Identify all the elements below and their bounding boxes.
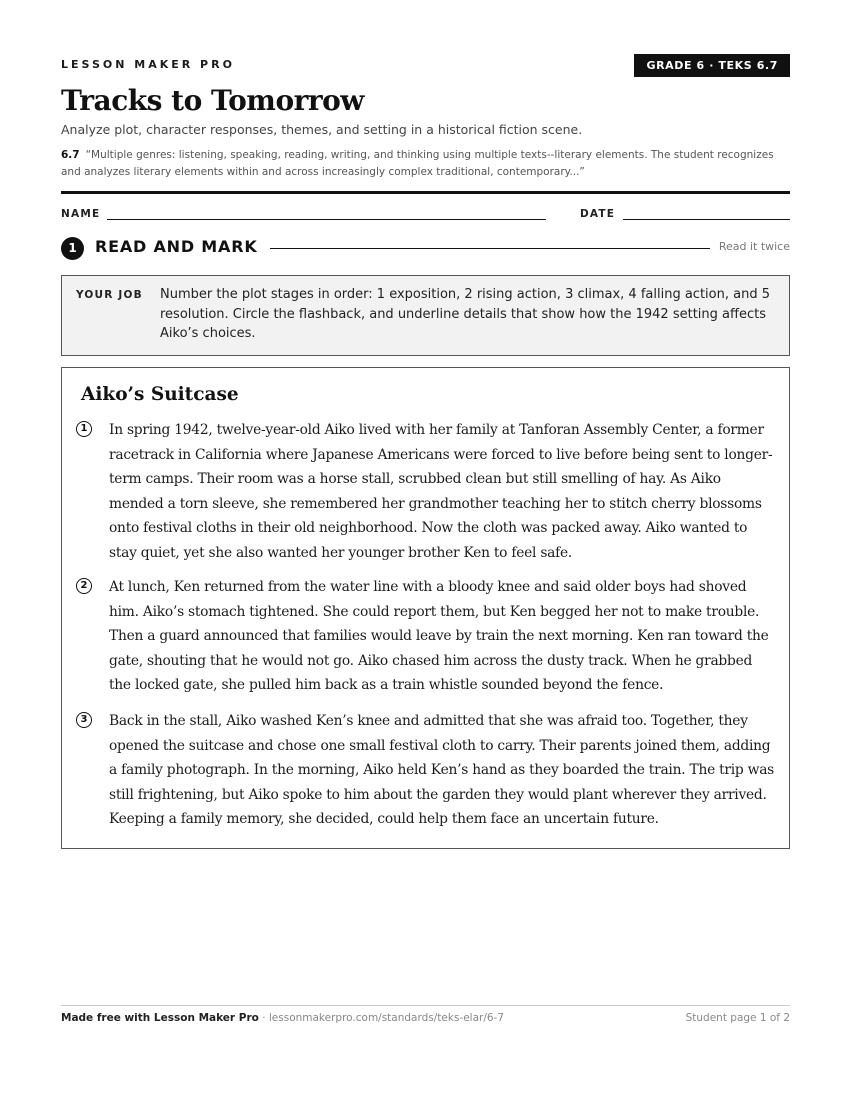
- paragraph-number: 2: [76, 578, 92, 594]
- name-date-row: [61, 208, 790, 222]
- section-header: [61, 236, 790, 260]
- footer-made-with: Made free with Lesson Maker Pro: [61, 1012, 259, 1024]
- paragraph-text[interactable]: At lunch, Ken returned from the water line with a bloody knee and said older boys had shoved him. Aiko’s stomach tightened. She could report them, but Ken begged her not to make trouble. Then a guard announced that families would leave by train the next morning. Ken ran toward the gate, shouting that he would not go. Aiko chased him across the dusty track. When he grabbed the locked gate, she pulled him back as a train whistle sounded beyond the fence.: [109, 579, 769, 693]
- story-box: [61, 367, 790, 849]
- header-divider: [61, 191, 790, 194]
- job-instructions-box: [61, 275, 790, 356]
- grade-badge: GRADE 6 · TEKS 6.7: [634, 54, 790, 77]
- page-title: Tracks to Tomorrow: [61, 84, 364, 117]
- paragraph-number: 1: [76, 421, 92, 437]
- section-divider: [270, 248, 710, 249]
- standard-text: “Multiple genres: listening, speaking, reading, writing, and thinking using multiple texts--literary elements. The student recognizes and analyzes literary elements within and across increasingly complex traditional, contemporary...”: [61, 149, 774, 178]
- paragraph-text[interactable]: Back in the stall, Aiko washed Ken’s knee and admitted that she was afraid too. Together, they opened the suitcase and chose one small festival cloth to carry. Their parents joined them, adding a family photograph. In the morning, Aiko held Ken’s hand as they boarded the train. The trip was still frightening, but Aiko spoke to him about the garden they would plant wherever they arrived. Keeping a family memory, she decided, could help them face an uncertain future.: [109, 713, 775, 827]
- standard-code: 6.7: [61, 149, 80, 161]
- paragraph-text[interactable]: In spring 1942, twelve-year-old Aiko lived with her family at Tanforan Assembly Center, a former racetrack in California where Japanese Americans were forced to live before being sent to longer-term camps. Their room was a horse stall, scrubbed clean but still smelling of hay. As Aiko mended a torn sleeve, she remembered her grandmother teaching her to stitch cherry blossoms onto festival cloths in their old neighborhood. Now the cloth was packed away. Aiko wanted to stay quiet, yet she also wanted her younger brother Ken to feel safe.: [109, 422, 773, 561]
- date-label: DATE: [580, 208, 616, 220]
- job-text: Number the plot stages in order: 1 exposition, 2 rising action, 3 climax, 4 falling action, and 5 resolution. Circle the flashback, and underline details that show how the 1942 setting affects Aiko’s choices.: [160, 287, 770, 341]
- footer-url[interactable]: lessonmakerpro.com/standards/teks-elar/6-7: [268, 1012, 505, 1024]
- page-subtitle: Analyze plot, character responses, themes, and setting in a historical fiction scene.: [61, 122, 583, 137]
- name-label: NAME: [61, 208, 101, 220]
- section-number-badge: 1: [61, 237, 84, 260]
- brand-name: LESSON MAKER PRO: [61, 58, 235, 71]
- footer-page-number: Student page 1 of 2: [685, 1012, 790, 1024]
- paragraph-number: 3: [76, 712, 92, 728]
- section-title: READ AND MARK: [95, 237, 258, 256]
- standard-description: [61, 147, 790, 181]
- job-label: YOUR JOB: [76, 289, 143, 301]
- story-title: Aiko’s Suitcase: [81, 384, 239, 405]
- footer-credit: [61, 1012, 504, 1024]
- section-note: Read it twice: [718, 240, 790, 253]
- footer-divider: [61, 1005, 790, 1006]
- name-field[interactable]: [107, 219, 546, 220]
- date-field[interactable]: [623, 219, 790, 220]
- footer-separator: ·: [258, 1012, 269, 1024]
